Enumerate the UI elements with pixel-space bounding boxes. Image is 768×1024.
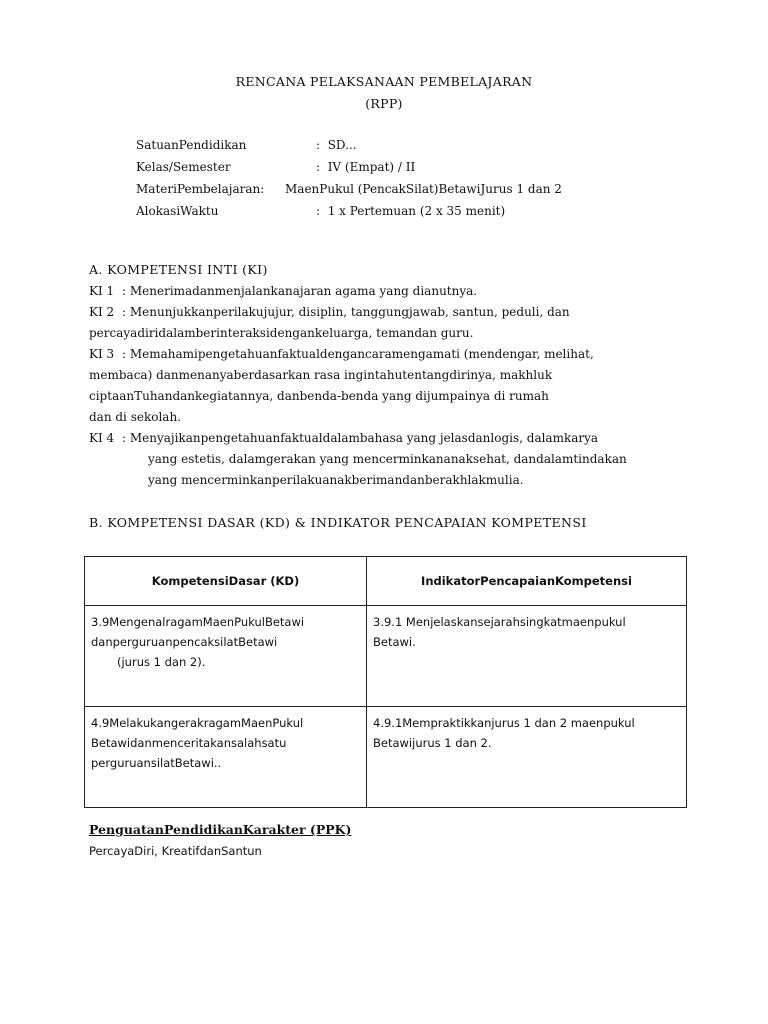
- ki3-text: : Memahamipengetahuanfaktualdengancaramengamati (mendengar, melihat,: [122, 347, 594, 361]
- cell-line: Betawijurus 1 dan 2.: [373, 736, 492, 750]
- identity-label-satuan: SatuanPendidikan: [136, 138, 247, 152]
- ki3-label: KI 3: [89, 347, 115, 361]
- identity-label-waktu: AlokasiWaktu: [136, 204, 219, 218]
- identity-sep: :: [316, 160, 321, 174]
- cell-line: (jurus 1 dan 2).: [117, 655, 206, 669]
- ki1-label: KI 1: [89, 284, 115, 298]
- table-row: [85, 707, 687, 808]
- ki2-continuation: percayadiridalamberinteraksidengankeluarga, temandan guru.: [89, 326, 474, 340]
- identity-value-materi: MaenPukul (PencakSilat)BetawiJurus 1 dan 2: [285, 182, 562, 196]
- column-header-kd: KompetensiDasar (KD): [85, 557, 367, 606]
- column-header-ipk: IndikatorPencapaianKompetensi: [367, 557, 687, 606]
- ipk-cell: [367, 707, 687, 808]
- document-subtitle: (RPP): [365, 96, 403, 111]
- ki4-continuation-2: yang mencerminkanperilakuanakberimandanberakhlakmulia.: [148, 473, 524, 487]
- kd-table: [84, 556, 687, 808]
- identity-value: 1 x Pertemuan (2 x 35 menit): [327, 204, 506, 218]
- table-header-row: [85, 557, 687, 606]
- cell-line: danperguruanpencaksilatBetawi: [91, 635, 278, 649]
- ki1-text: : Menerimadanmenjalankanajaran agama yang dianutnya.: [122, 284, 478, 298]
- section-a-heading: A. KOMPETENSI INTI (KI): [89, 262, 268, 277]
- identity-value-waktu: [316, 204, 505, 218]
- cell-line: 4.9MelakukangerakragamMaenPukul: [91, 716, 304, 730]
- ki4-label: KI 4: [89, 431, 115, 445]
- ki4-continuation-1: yang estetis, dalamgerakan yang mencerminkananaksehat, dandalamtindakan: [148, 452, 627, 466]
- ki3-continuation-3: dan di sekolah.: [89, 410, 182, 424]
- table-row: [85, 606, 687, 707]
- identity-sep: :: [316, 138, 321, 152]
- cell-line: Betawi.: [373, 635, 416, 649]
- ki3-continuation-1: membaca) danmenanyaberdasarkan rasa ingintahutentangdirinya, makhluk: [89, 368, 553, 382]
- ipk-cell: [367, 606, 687, 707]
- ppk-value: PercayaDiri, KreatifdanSantun: [89, 844, 262, 858]
- cell-line: 3.9.1 Menjelaskansejarahsingkatmaenpukul: [373, 615, 626, 629]
- identity-value-kelas: [316, 160, 415, 174]
- kd-cell: [85, 707, 367, 808]
- cell-line: 4.9.1Mempraktikkanjurus 1 dan 2 maenpukul: [373, 716, 635, 730]
- identity-value-satuan: [316, 138, 357, 152]
- ppk-title: PenguatanPendidikanKarakter (PPK): [89, 822, 352, 837]
- document-title: RENCANA PELAKSANAAN PEMBELAJARAN: [235, 74, 533, 89]
- cell-line: Betawidanmenceritakansalahsatu: [91, 736, 287, 750]
- ki2-text: : Menunjukkanperilakujujur, disiplin, tanggungjawab, santun, peduli, dan: [122, 305, 570, 319]
- identity-label-kelas: Kelas/Semester: [136, 160, 231, 174]
- kd-cell: [85, 606, 367, 707]
- ki2-label: KI 2: [89, 305, 115, 319]
- identity-sep: :: [316, 204, 321, 218]
- ki4-text: : Menyajikanpengetahuanfaktualdalambahasa yang jelasdanlogis, dalamkarya: [122, 431, 599, 445]
- cell-line: perguruansilatBetawi..: [91, 756, 222, 770]
- cell-line: 3.9MengenalragamMaenPukulBetawi: [91, 615, 305, 629]
- section-b-heading: B. KOMPETENSI DASAR (KD) & INDIKATOR PENCAPAIAN KOMPETENSI: [89, 515, 587, 530]
- identity-label-materi: MateriPembelajaran:: [136, 182, 265, 196]
- identity-value: IV (Empat) / II: [327, 160, 416, 174]
- identity-value: SD...: [327, 138, 357, 152]
- ki3-continuation-2: ciptaanTuhandankegiatannya, danbenda-benda yang dijumpainya di rumah: [89, 389, 549, 403]
